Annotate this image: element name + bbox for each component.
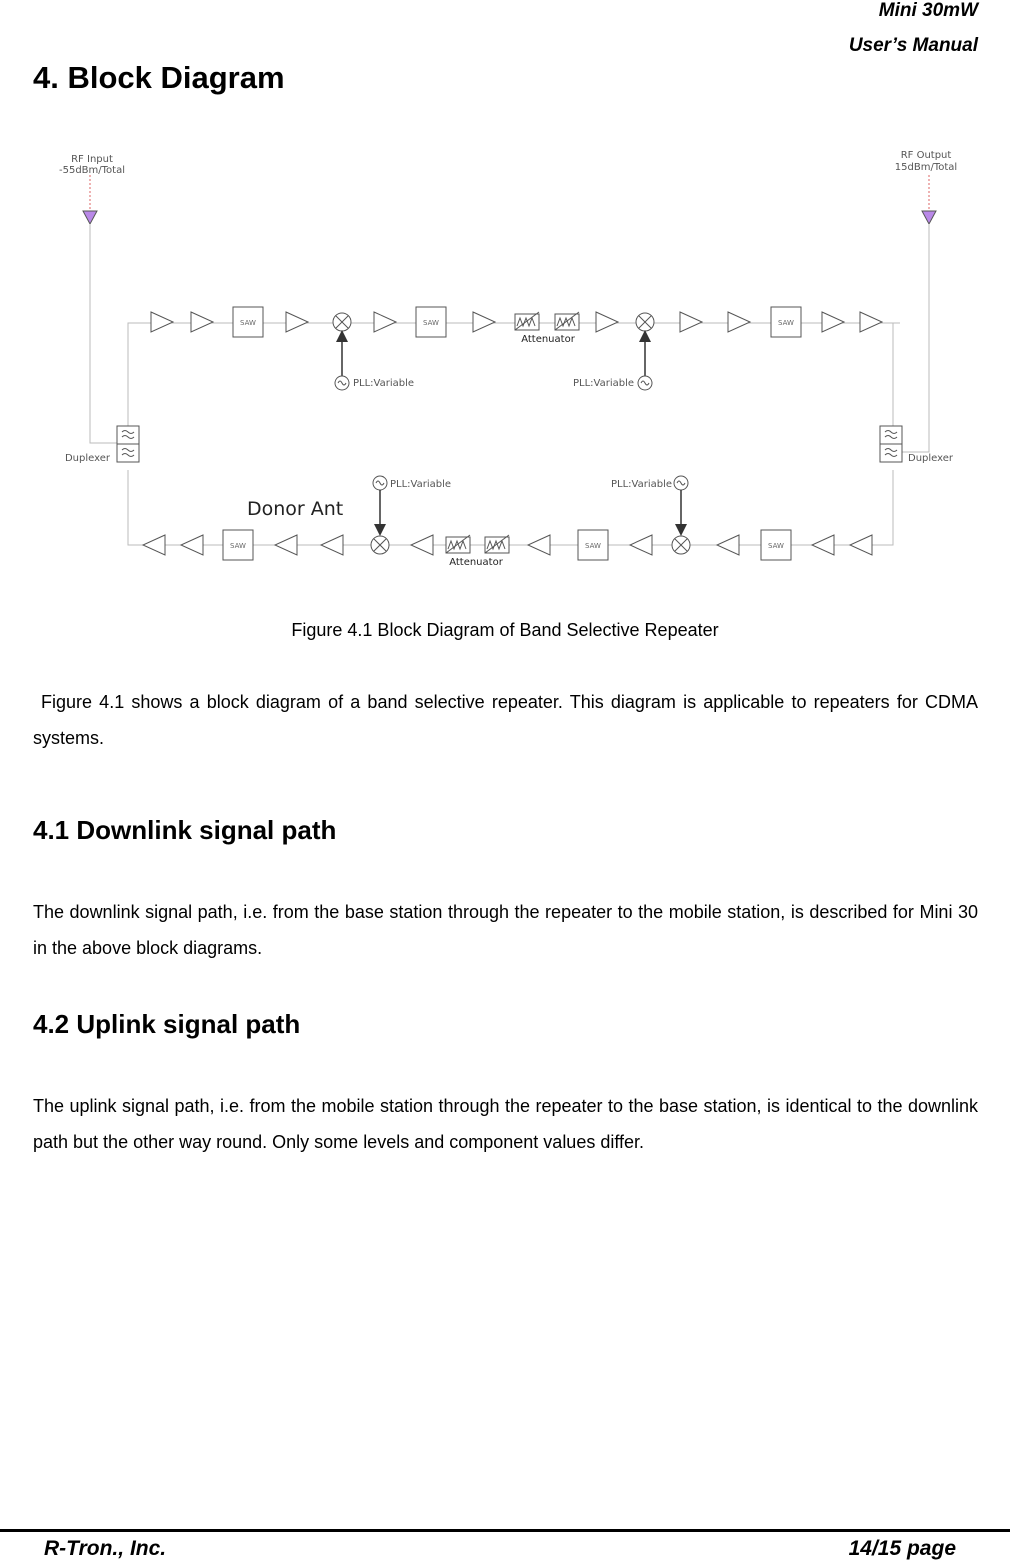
pll-oscillator	[638, 376, 652, 390]
pll-label: PLL:Variable	[610, 479, 672, 490]
header-doc-title: User’s Manual	[848, 35, 978, 56]
duplexer-right-label: Duplexer	[908, 453, 954, 464]
saw-label: SAW	[585, 542, 601, 550]
saw-label: SAW	[423, 319, 439, 327]
rf-output-antenna	[922, 175, 936, 224]
donor-ant-label: Donor Ant	[247, 498, 344, 520]
pll-oscillator	[335, 376, 349, 390]
pll-oscillator	[674, 476, 688, 490]
header-product: Mini 30mW	[878, 0, 978, 21]
rf-output-label: RF Output	[900, 150, 952, 161]
saw-label: SAW	[240, 319, 256, 327]
signal-lines	[90, 224, 929, 545]
pll-oscillator	[373, 476, 387, 490]
intro-paragraph: Figure 4.1 shows a block diagram of a band selective repeater. This diagram is applicable to repeaters for CDMA systems.	[33, 692, 978, 748]
downlink-paragraph: The downlink signal path, i.e. from the base station through the repeater to the mobile station, is described for Mini 30 in the above block diagrams.	[33, 902, 978, 958]
saw-label: SAW	[230, 542, 246, 550]
figure-caption: Figure 4.1 Block Diagram of Band Selective Repeater	[291, 620, 719, 640]
pll-label: PLL:Variable	[390, 479, 452, 490]
downlink-heading: 4.1 Downlink signal path	[33, 815, 337, 845]
rf-input-antenna	[83, 175, 97, 224]
pll-label: PLL:Variable	[353, 378, 415, 389]
uplink-paragraph: The uplink signal path, i.e. from the mobile station through the repeater to the base station, is identical to the downlink path but the other way round. Only some levels and component values differ.	[33, 1096, 978, 1152]
uplink-chain	[143, 530, 872, 560]
footer-rule	[0, 1529, 1010, 1532]
pll-label: PLL:Variable	[572, 378, 634, 389]
rf-input-label: RF Input	[71, 154, 113, 165]
footer-company: R-Tron., Inc.	[44, 1537, 167, 1560]
rf-output-level: 15dBm/Total	[894, 162, 958, 173]
block-diagram	[40, 140, 970, 580]
saw-label: SAW	[768, 542, 784, 550]
downlink-chain	[151, 307, 882, 337]
duplexer-left-label: Duplexer	[64, 453, 110, 464]
saw-label: SAW	[778, 319, 794, 327]
rf-input-level: -55dBm/Total	[58, 165, 126, 176]
uplink-heading: 4.2 Uplink signal path	[33, 1009, 301, 1039]
attenuator-label: Attenuator	[449, 557, 503, 568]
duplexer-left	[117, 426, 139, 462]
duplexer-right	[880, 426, 902, 462]
attenuator-label: Attenuator	[521, 334, 575, 345]
footer-page-number: 14/15 page	[848, 1537, 956, 1560]
page-title: 4. Block Diagram	[33, 60, 285, 95]
